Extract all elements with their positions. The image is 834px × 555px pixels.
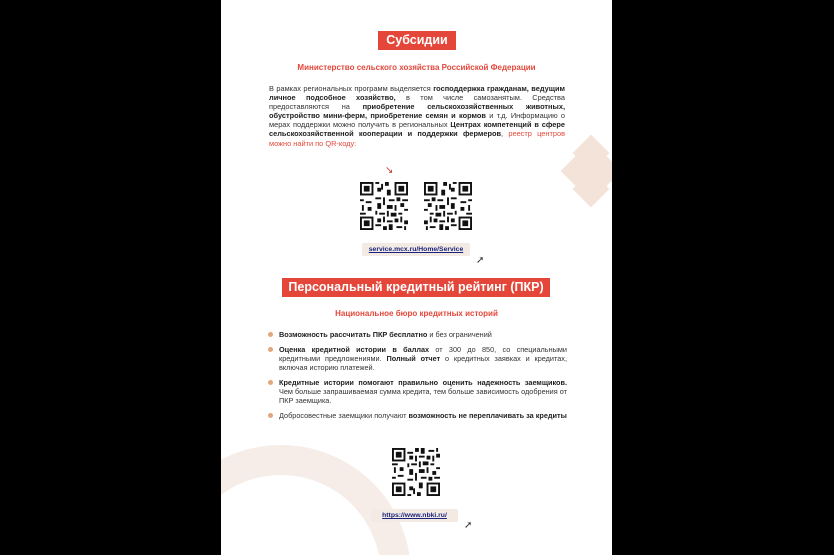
text: В рамках региональных программ выделяется bbox=[269, 84, 434, 93]
section-banner-credit-rating: Персональный кредитный рейтинг (ПКР) bbox=[282, 278, 550, 297]
list-item bbox=[267, 411, 567, 420]
text: и без ограничений bbox=[427, 330, 492, 339]
text-bold: Полный отчет bbox=[386, 354, 441, 363]
text-bold: возможность не переплачивать за кредиты bbox=[408, 411, 567, 420]
text: , bbox=[501, 129, 509, 139]
bullet-dot-icon bbox=[268, 380, 273, 385]
qr-code-graphic bbox=[360, 182, 408, 230]
credit-bullet-list bbox=[267, 330, 567, 426]
document-page bbox=[221, 0, 612, 555]
section-banner-subsidies: Субсидии bbox=[378, 31, 456, 50]
text-bold: приобретение сельскохозяйственных животных, обустройство мини-ферм, приобретение семян и кормов bbox=[269, 102, 565, 121]
arrow-down-icon: ↘ bbox=[385, 165, 394, 176]
text-bold: господдержка гражданам, ведущим личное подсобное хозяйство, bbox=[269, 84, 565, 103]
bullet-dot-icon bbox=[268, 332, 273, 337]
text: от 300 до 850, со специальными кредитными предложениями. bbox=[279, 345, 567, 363]
text-bold: Возможность рассчитать ПКР бесплатно bbox=[279, 330, 428, 339]
text: о кредитных заявках и кредитах, включая историю платежей. bbox=[279, 354, 567, 372]
qr-code-icon[interactable] bbox=[360, 182, 408, 230]
text: и т.д. Информацию о мерах поддержки можно получить в региональных bbox=[269, 111, 565, 130]
list-item bbox=[267, 330, 567, 339]
service-link[interactable]: service.mcx.ru/Home/Service bbox=[362, 243, 470, 256]
nbki-link[interactable]: https://www.nbki.ru/ bbox=[371, 509, 458, 522]
section-subtitle-bureau: Национальное бюро кредитных историй bbox=[335, 309, 498, 318]
text: в том числе самозанятым. Средства предоставляются на bbox=[269, 93, 565, 112]
section-subtitle-ministry: Министерство сельского хозяйства Российской Федерации bbox=[297, 63, 536, 72]
qr-code-icon[interactable] bbox=[424, 182, 472, 230]
text-bold: Кредитные истории помогают правильно оценить надежность заемщиков. bbox=[279, 378, 567, 387]
list-item bbox=[267, 378, 567, 405]
text-bold: Оценка кредитной истории в баллах bbox=[279, 345, 430, 354]
cursor-icon: ➚ bbox=[464, 520, 473, 531]
qr-code-icon[interactable] bbox=[392, 448, 440, 496]
qr-code-graphic bbox=[392, 448, 440, 496]
bullet-dot-icon bbox=[268, 413, 273, 418]
cursor-icon: ➚ bbox=[476, 255, 485, 266]
text: Чем больше запрашиваемая сумма кредита, тем больше зависимость одобрения от ПКР заемщика. bbox=[279, 387, 567, 405]
text: Добросовестные заемщики получают bbox=[279, 411, 409, 420]
text-bold: Центрах компетенций в сфере сельскохозяйственной кооперации и поддержки фермеров bbox=[269, 120, 565, 139]
text-highlight: реестр центров можно найти по QR-коду: bbox=[269, 129, 566, 148]
list-item bbox=[267, 345, 567, 372]
subsidies-paragraph bbox=[269, 84, 565, 148]
bullet-dot-icon bbox=[268, 347, 273, 352]
qr-code-graphic bbox=[424, 182, 472, 230]
decorative-arc bbox=[221, 445, 411, 555]
